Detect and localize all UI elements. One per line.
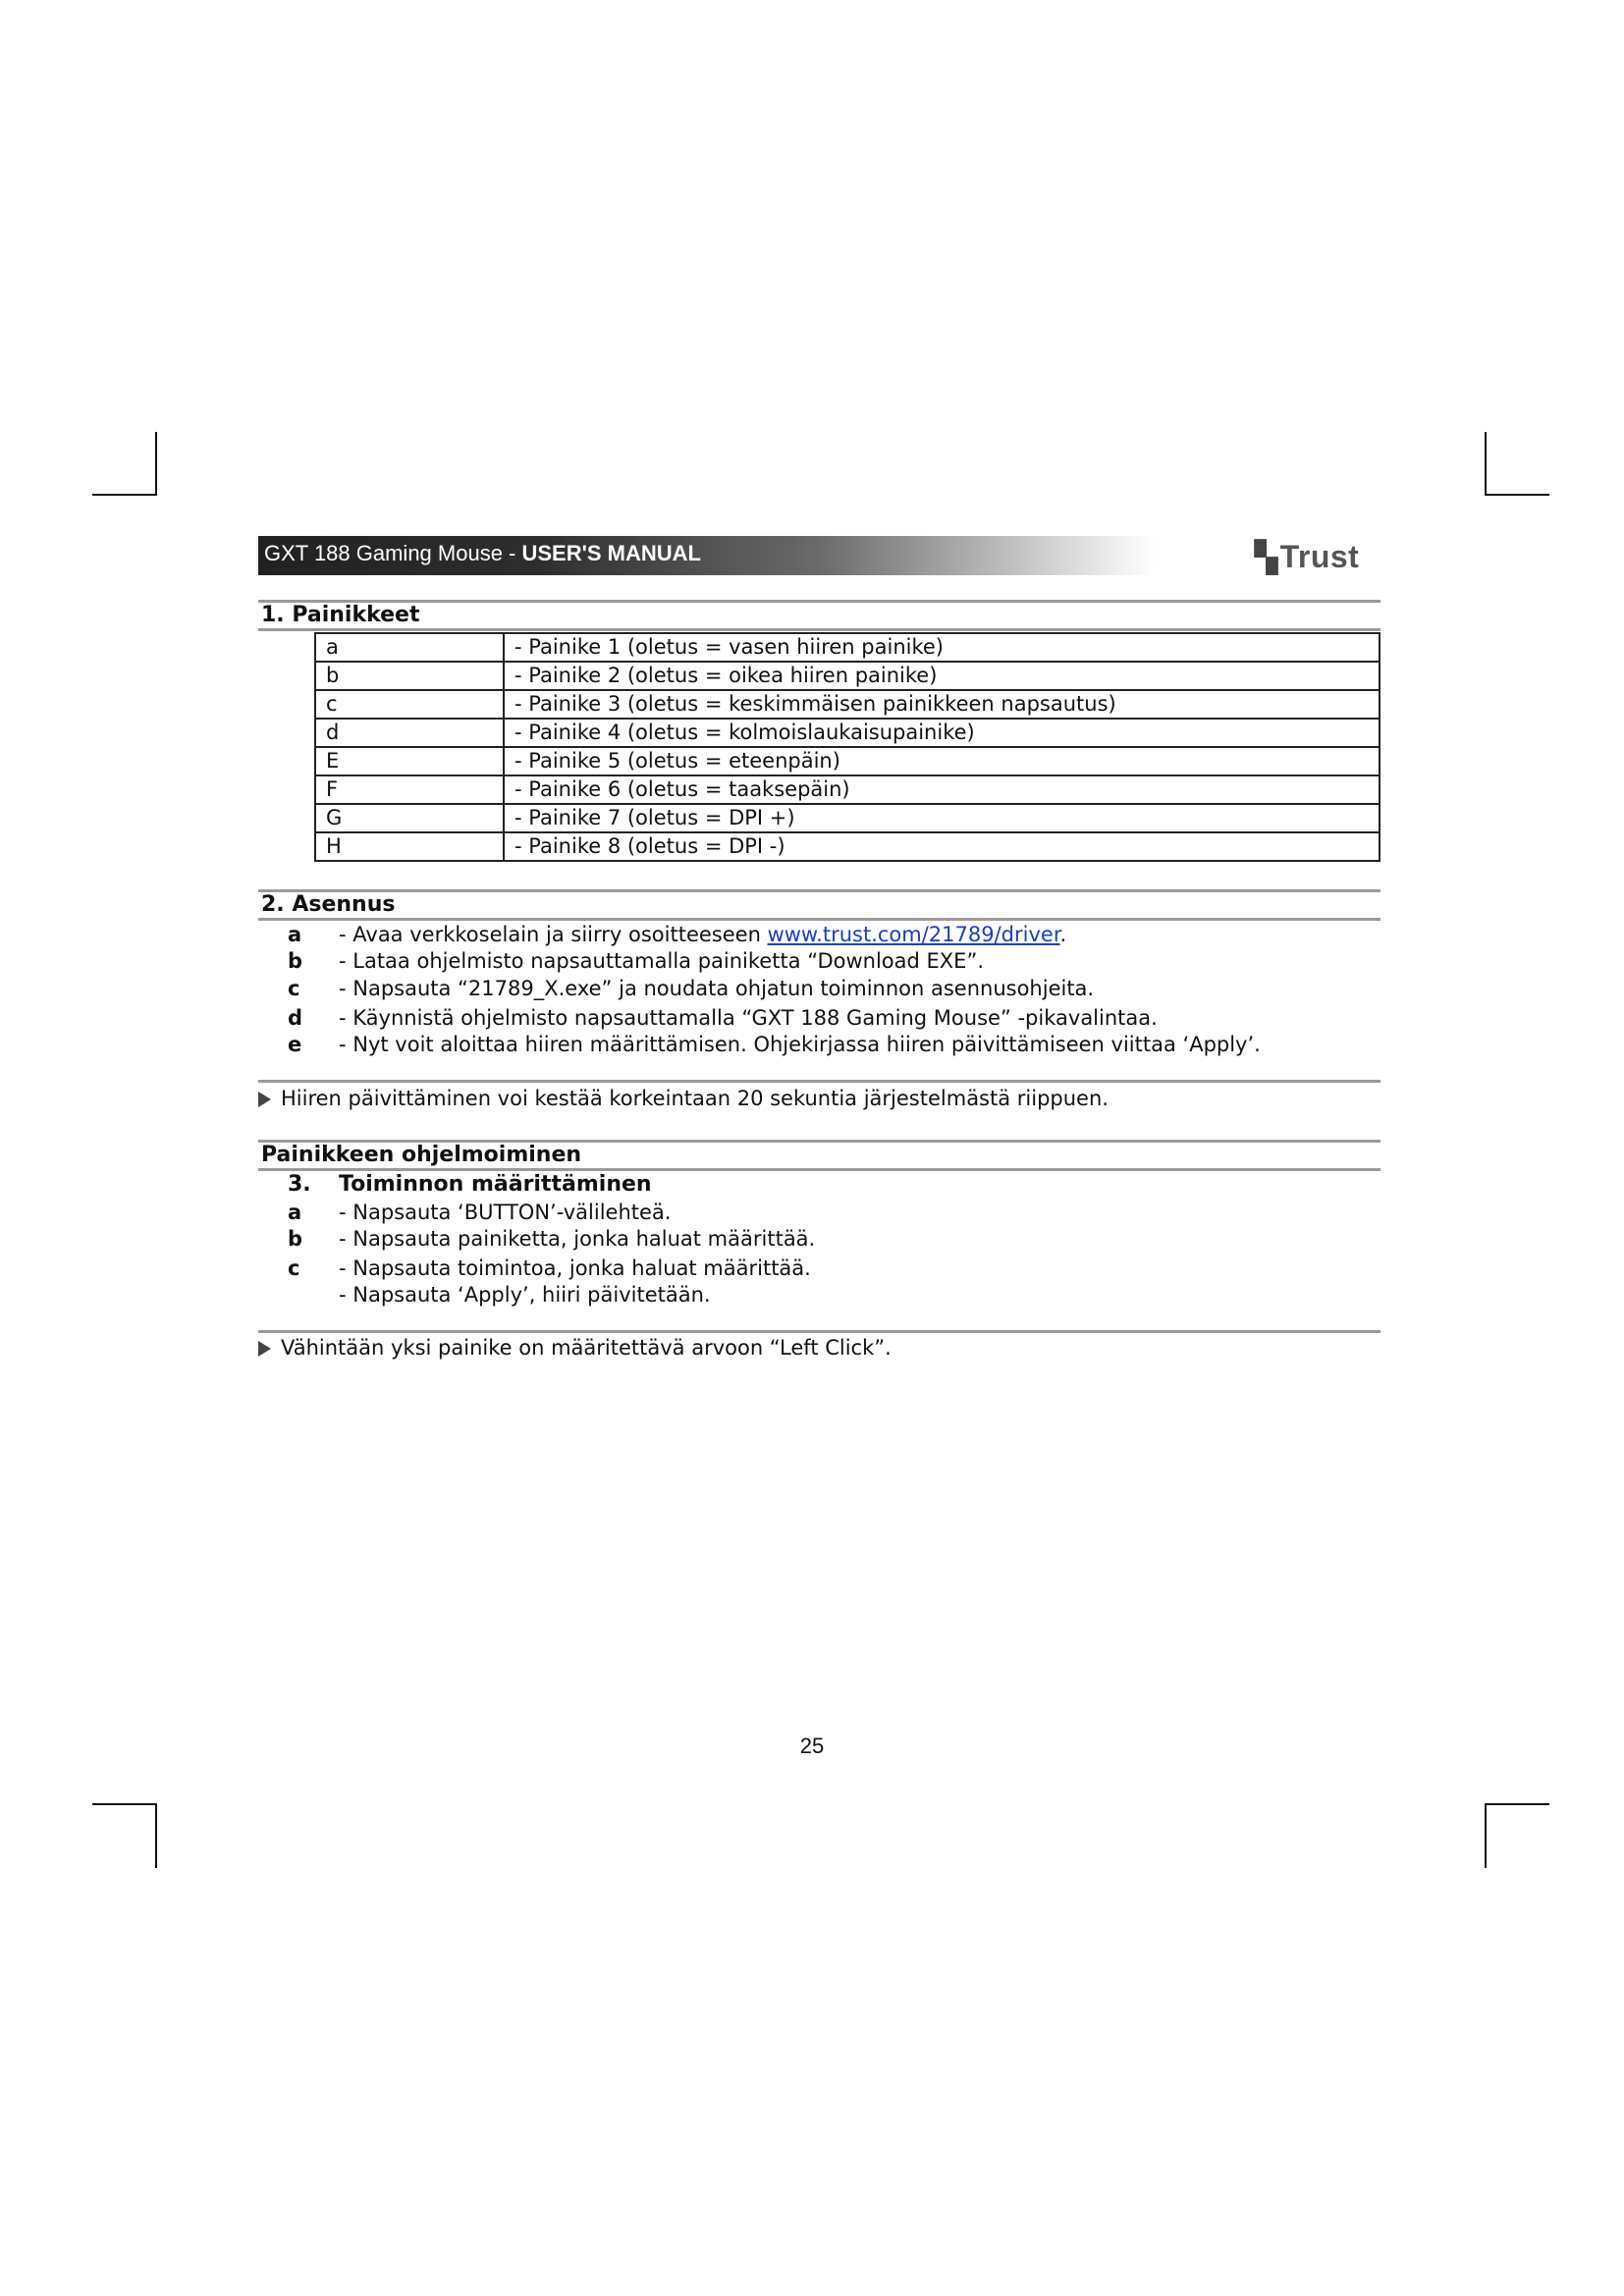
step-letter: e bbox=[288, 1033, 302, 1056]
step-text: - Napsauta painiketta, jonka haluat määrittää. bbox=[339, 1227, 816, 1251]
table-row bbox=[315, 804, 1380, 832]
section-divider bbox=[258, 1168, 1380, 1171]
step-text: - Avaa verkkoselain ja siirry osoitteeseen bbox=[339, 923, 768, 946]
crop-mark-top-left bbox=[92, 494, 157, 496]
crop-mark-bottom-left bbox=[155, 1803, 157, 1868]
button-key: a bbox=[315, 633, 504, 662]
step-text-end: . bbox=[1059, 923, 1067, 946]
table-row bbox=[315, 747, 1380, 775]
subsection-number: 3. bbox=[288, 1172, 311, 1197]
trust-logo-text: Trust bbox=[1279, 539, 1360, 574]
step-letter: c bbox=[288, 977, 300, 1000]
button-key: G bbox=[315, 804, 504, 832]
step-text: - Nyt voit aloittaa hiiren määrittämisen. Ohjekirjassa hiiren päivittämiseen viittaa ‘Apply’. bbox=[339, 1033, 1261, 1056]
section-heading-installation: 2. Asennus bbox=[261, 892, 396, 917]
trust-logo bbox=[1255, 539, 1359, 575]
crop-mark-bottom-right bbox=[1485, 1803, 1487, 1868]
section-divider bbox=[258, 889, 1380, 892]
manual-title bbox=[264, 541, 701, 566]
crop-mark-top-right bbox=[1485, 432, 1487, 496]
button-description: - Painike 4 (oletus = kolmoislaukaisupainike) bbox=[504, 719, 1380, 747]
step-letter: b bbox=[288, 949, 303, 973]
table-row bbox=[315, 662, 1380, 690]
table-row bbox=[315, 690, 1380, 719]
button-description: - Painike 2 (oletus = oikea hiiren painike) bbox=[504, 662, 1380, 690]
page-number: 25 bbox=[799, 1734, 825, 1758]
step-text: - Lataa ohjelmisto napsauttamalla painiketta “Download EXE”. bbox=[339, 949, 984, 973]
button-description: - Painike 1 (oletus = vasen hiiren painike) bbox=[504, 633, 1380, 662]
step-letter: a bbox=[288, 923, 302, 946]
note-text: Vähintään yksi painike on määritettävä arvoon “Left Click”. bbox=[281, 1336, 892, 1360]
table-row bbox=[315, 633, 1380, 662]
crop-mark-bottom-left bbox=[92, 1803, 157, 1805]
button-key: E bbox=[315, 747, 504, 775]
section-divider bbox=[258, 628, 1380, 631]
manual-label: USER'S MANUAL bbox=[521, 541, 701, 565]
step-letter: a bbox=[288, 1201, 302, 1224]
step-text: - Käynnistä ohjelmisto napsauttamalla “GXT 188 Gaming Mouse” -pikavalintaa. bbox=[339, 1006, 1158, 1030]
button-description: - Painike 5 (oletus = eteenpäin) bbox=[504, 747, 1380, 775]
trust-logo-icon: ▚ bbox=[1255, 542, 1278, 574]
manual-header-bar bbox=[258, 536, 1380, 575]
section-divider bbox=[258, 1080, 1380, 1083]
button-description: - Painike 3 (oletus = keskimmäisen painikkeen napsautus) bbox=[504, 690, 1380, 719]
section-heading-programming: Painikkeen ohjelmoiminen bbox=[261, 1143, 582, 1167]
crop-mark-top-right bbox=[1485, 494, 1549, 496]
step-text-wrap bbox=[339, 923, 1066, 946]
subsection-title: Toiminnon määrittäminen bbox=[339, 1172, 652, 1197]
button-table bbox=[314, 632, 1380, 862]
driver-link[interactable]: www.trust.com/21789/driver bbox=[767, 923, 1060, 946]
step-letter: c bbox=[288, 1256, 300, 1280]
note-arrow-icon bbox=[258, 1341, 271, 1357]
note-text: Hiiren päivittäminen voi kestää korkeintaan 20 sekuntia järjestelmästä riippuen. bbox=[281, 1087, 1109, 1110]
button-description: - Painike 7 (oletus = DPI +) bbox=[504, 804, 1380, 832]
table-row bbox=[315, 719, 1380, 747]
section-divider bbox=[258, 1330, 1380, 1333]
button-key: d bbox=[315, 719, 504, 747]
crop-mark-top-left bbox=[155, 432, 157, 496]
button-key: b bbox=[315, 662, 504, 690]
product-name: GXT 188 Gaming Mouse - bbox=[264, 541, 522, 565]
button-key: F bbox=[315, 775, 504, 804]
step-text: - Napsauta ‘BUTTON’-välilehteä. bbox=[339, 1201, 672, 1224]
button-key: H bbox=[315, 832, 504, 861]
section-divider bbox=[258, 600, 1380, 603]
crop-mark-bottom-right bbox=[1485, 1803, 1549, 1805]
left-click-note bbox=[258, 1336, 892, 1360]
subsection-heading bbox=[288, 1172, 652, 1197]
table-row bbox=[315, 832, 1380, 861]
step-text: - Napsauta ‘Apply’, hiiri päivitetään. bbox=[339, 1283, 711, 1307]
button-description: - Painike 6 (oletus = taaksepäin) bbox=[504, 775, 1380, 804]
button-description: - Painike 8 (oletus = DPI -) bbox=[504, 832, 1380, 861]
step-letter: b bbox=[288, 1227, 303, 1251]
note-arrow-icon bbox=[258, 1092, 271, 1107]
step-letter: d bbox=[288, 1006, 303, 1030]
step-text: - Napsauta toimintoa, jonka haluat määrittää. bbox=[339, 1256, 811, 1280]
button-key: c bbox=[315, 690, 504, 719]
step-text: - Napsauta “21789_X.exe” ja noudata ohjatun toiminnon asennusohjeita. bbox=[339, 977, 1095, 1000]
table-row bbox=[315, 775, 1380, 804]
section-heading-buttons: 1. Painikkeet bbox=[261, 603, 420, 627]
section-divider bbox=[258, 918, 1380, 921]
update-note bbox=[258, 1087, 1109, 1110]
